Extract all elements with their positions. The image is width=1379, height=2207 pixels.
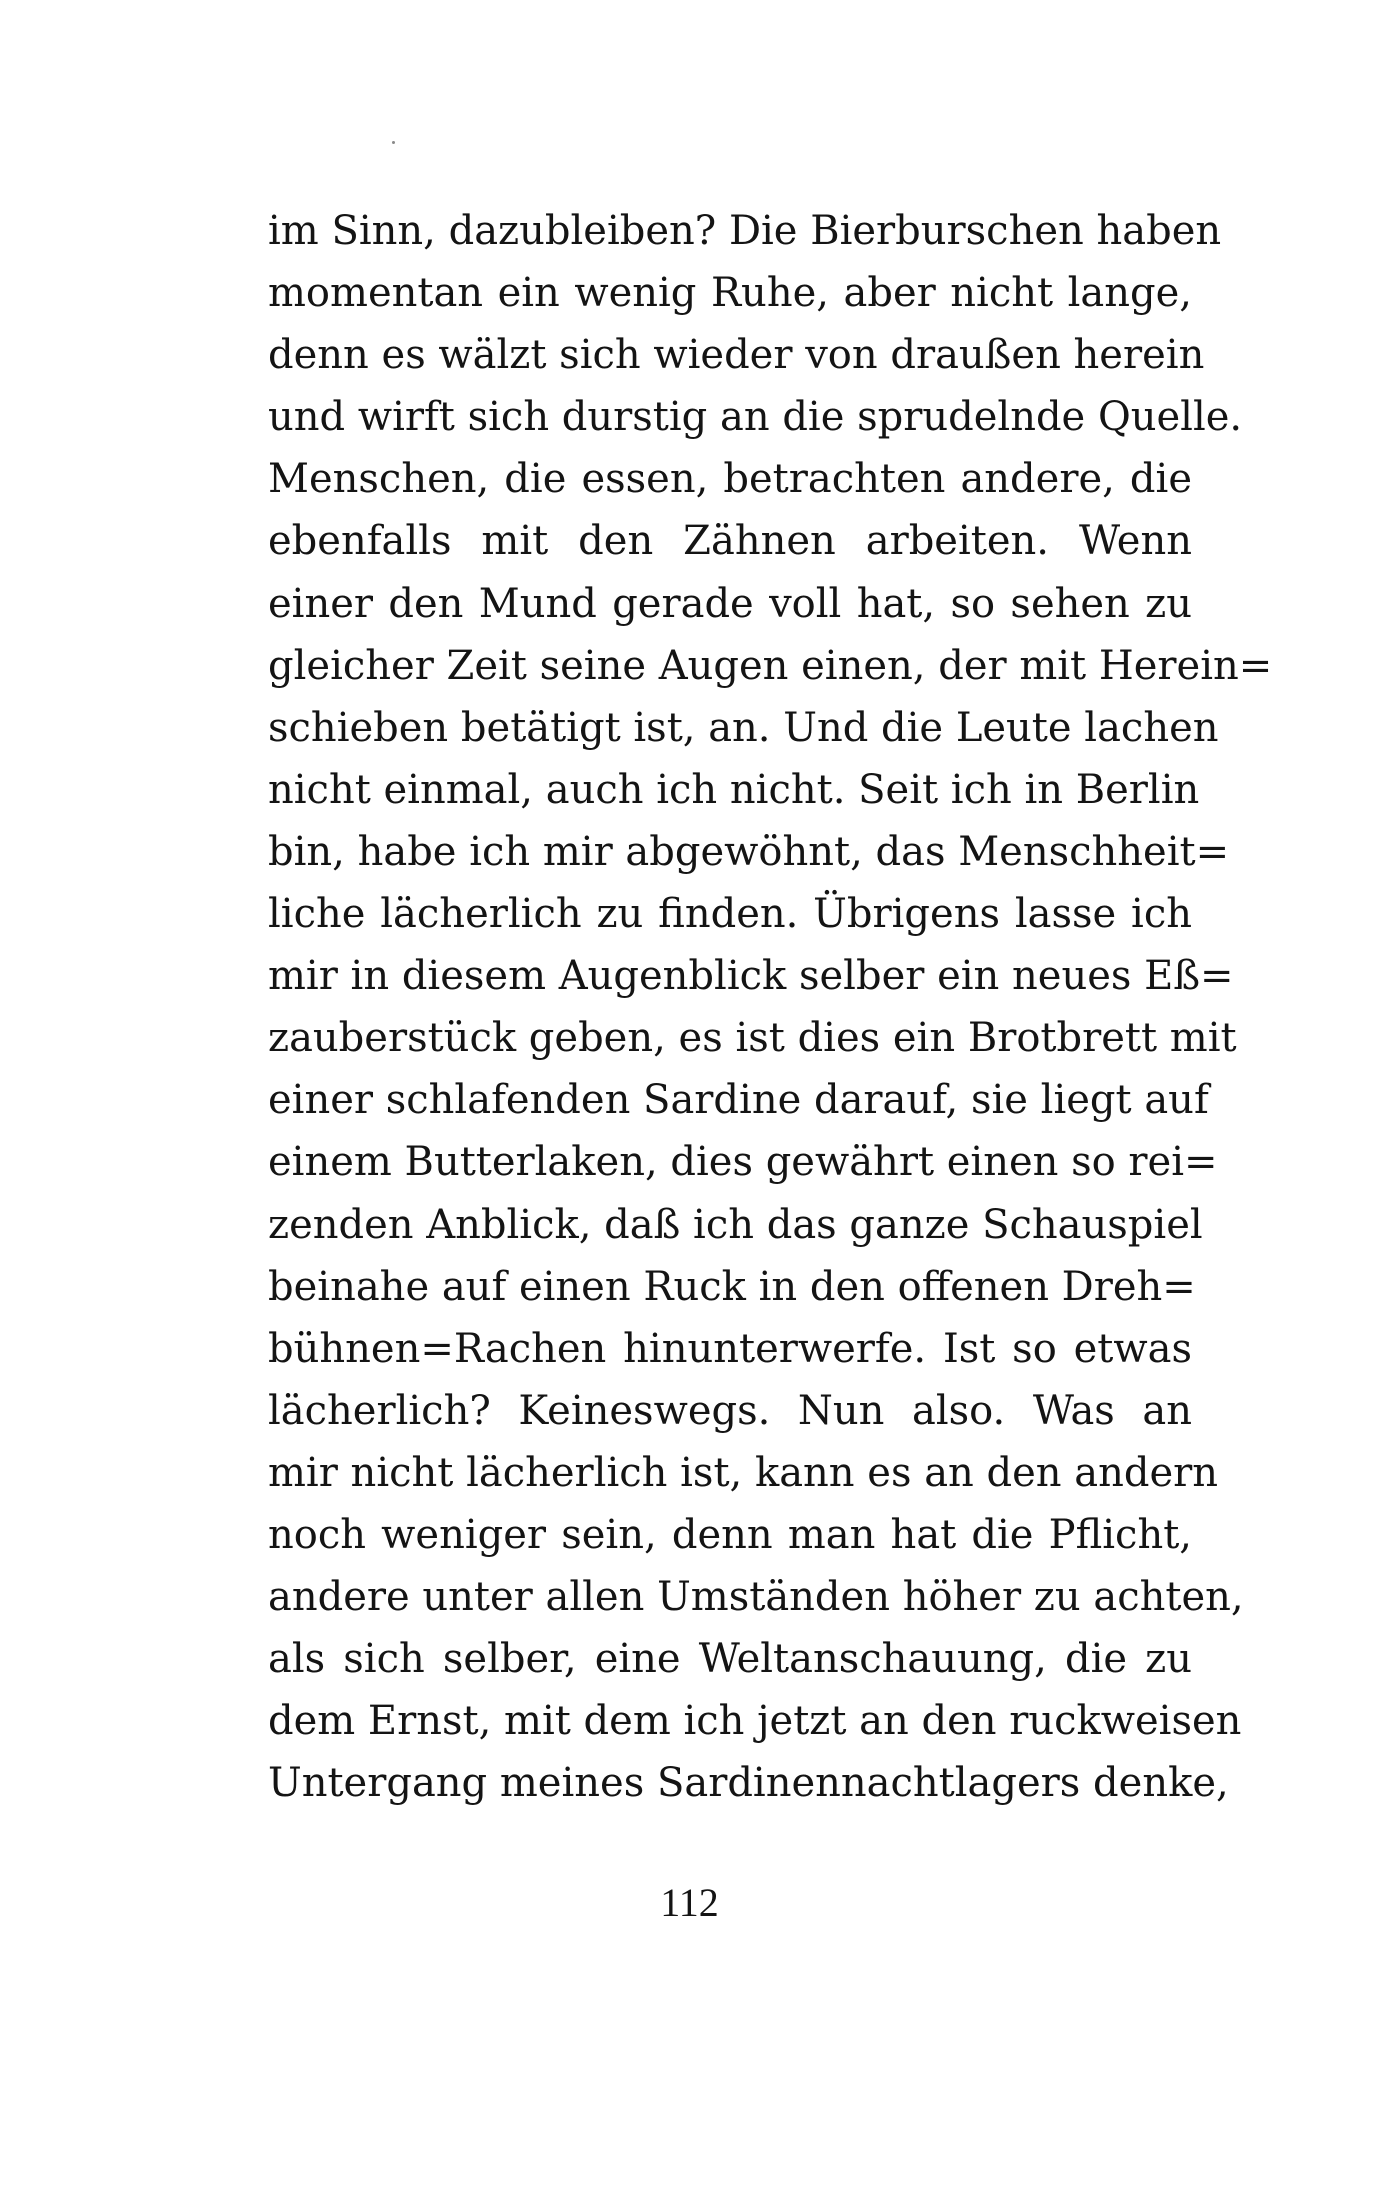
text-line: als sich selber, eine Weltanschauung, die zu	[268, 1636, 1192, 1683]
text-line: ebenfalls mit den Zähnen arbeiten. Wenn	[268, 518, 1192, 565]
text-line: mir in diesem Augenblick selber ein neues Eß=	[268, 953, 1234, 1000]
text-line: andere unter allen Umständen höher zu achten,	[268, 1574, 1244, 1621]
text-line: momentan ein wenig Ruhe, aber nicht lange,	[268, 270, 1192, 317]
text-line: und wirft sich durstig an die sprudelnde Quelle.	[268, 394, 1243, 441]
text-line: dem Ernst, mit dem ich jetzt an den ruckweisen	[268, 1698, 1242, 1745]
text-line: beinahe auf einen Ruck in den offenen Dreh=	[268, 1263, 1196, 1310]
text-line: gleicher Zeit seine Augen einen, der mit Herein=	[268, 642, 1273, 689]
text-line: lächerlich? Keineswegs. Nun also. Was an	[268, 1387, 1192, 1434]
text-line: einer schlafenden Sardine darauf, sie liegt auf	[268, 1077, 1209, 1124]
text-line: bühnen=Rachen hinunterwerfe. Ist so etwas	[268, 1325, 1192, 1372]
text-line: noch weniger sein, denn man hat die Pflicht,	[268, 1511, 1192, 1558]
scan-speck	[392, 141, 395, 144]
text-line: nicht einmal, auch ich nicht. Seit ich in Berlin	[268, 766, 1200, 813]
text-line: im Sinn, dazubleiben? Die Bierburschen haben	[268, 208, 1222, 254]
text-line: zauberstück geben, es ist dies ein Brotbrett mit	[268, 1015, 1237, 1062]
text-line: denn es wälzt sich wieder von draußen herein	[268, 332, 1205, 379]
text-line: bin, habe ich mir abgewöhnt, das Menschheit=	[268, 828, 1230, 875]
body-text	[268, 200, 1273, 1814]
text-line: schieben betätigt ist, an. Und die Leute lachen	[268, 704, 1219, 751]
text-line: liche lächerlich zu finden. Übrigens lasse ich	[268, 891, 1192, 938]
text-line: einem Butterlaken, dies gewährt einen so rei=	[268, 1139, 1218, 1186]
text-line: einer den Mund gerade voll hat, so sehen zu	[268, 580, 1192, 627]
text-line: mir nicht lächerlich ist, kann es an den andern	[268, 1449, 1219, 1496]
text-line: Menschen, die essen, betrachten andere, die	[268, 456, 1192, 503]
text-line: Untergang meines Sardinennachtlagers denke,	[268, 1760, 1229, 1807]
page-number: 112	[660, 1880, 719, 1925]
text-line: zenden Anblick, daß ich das ganze Schauspiel	[268, 1201, 1203, 1248]
